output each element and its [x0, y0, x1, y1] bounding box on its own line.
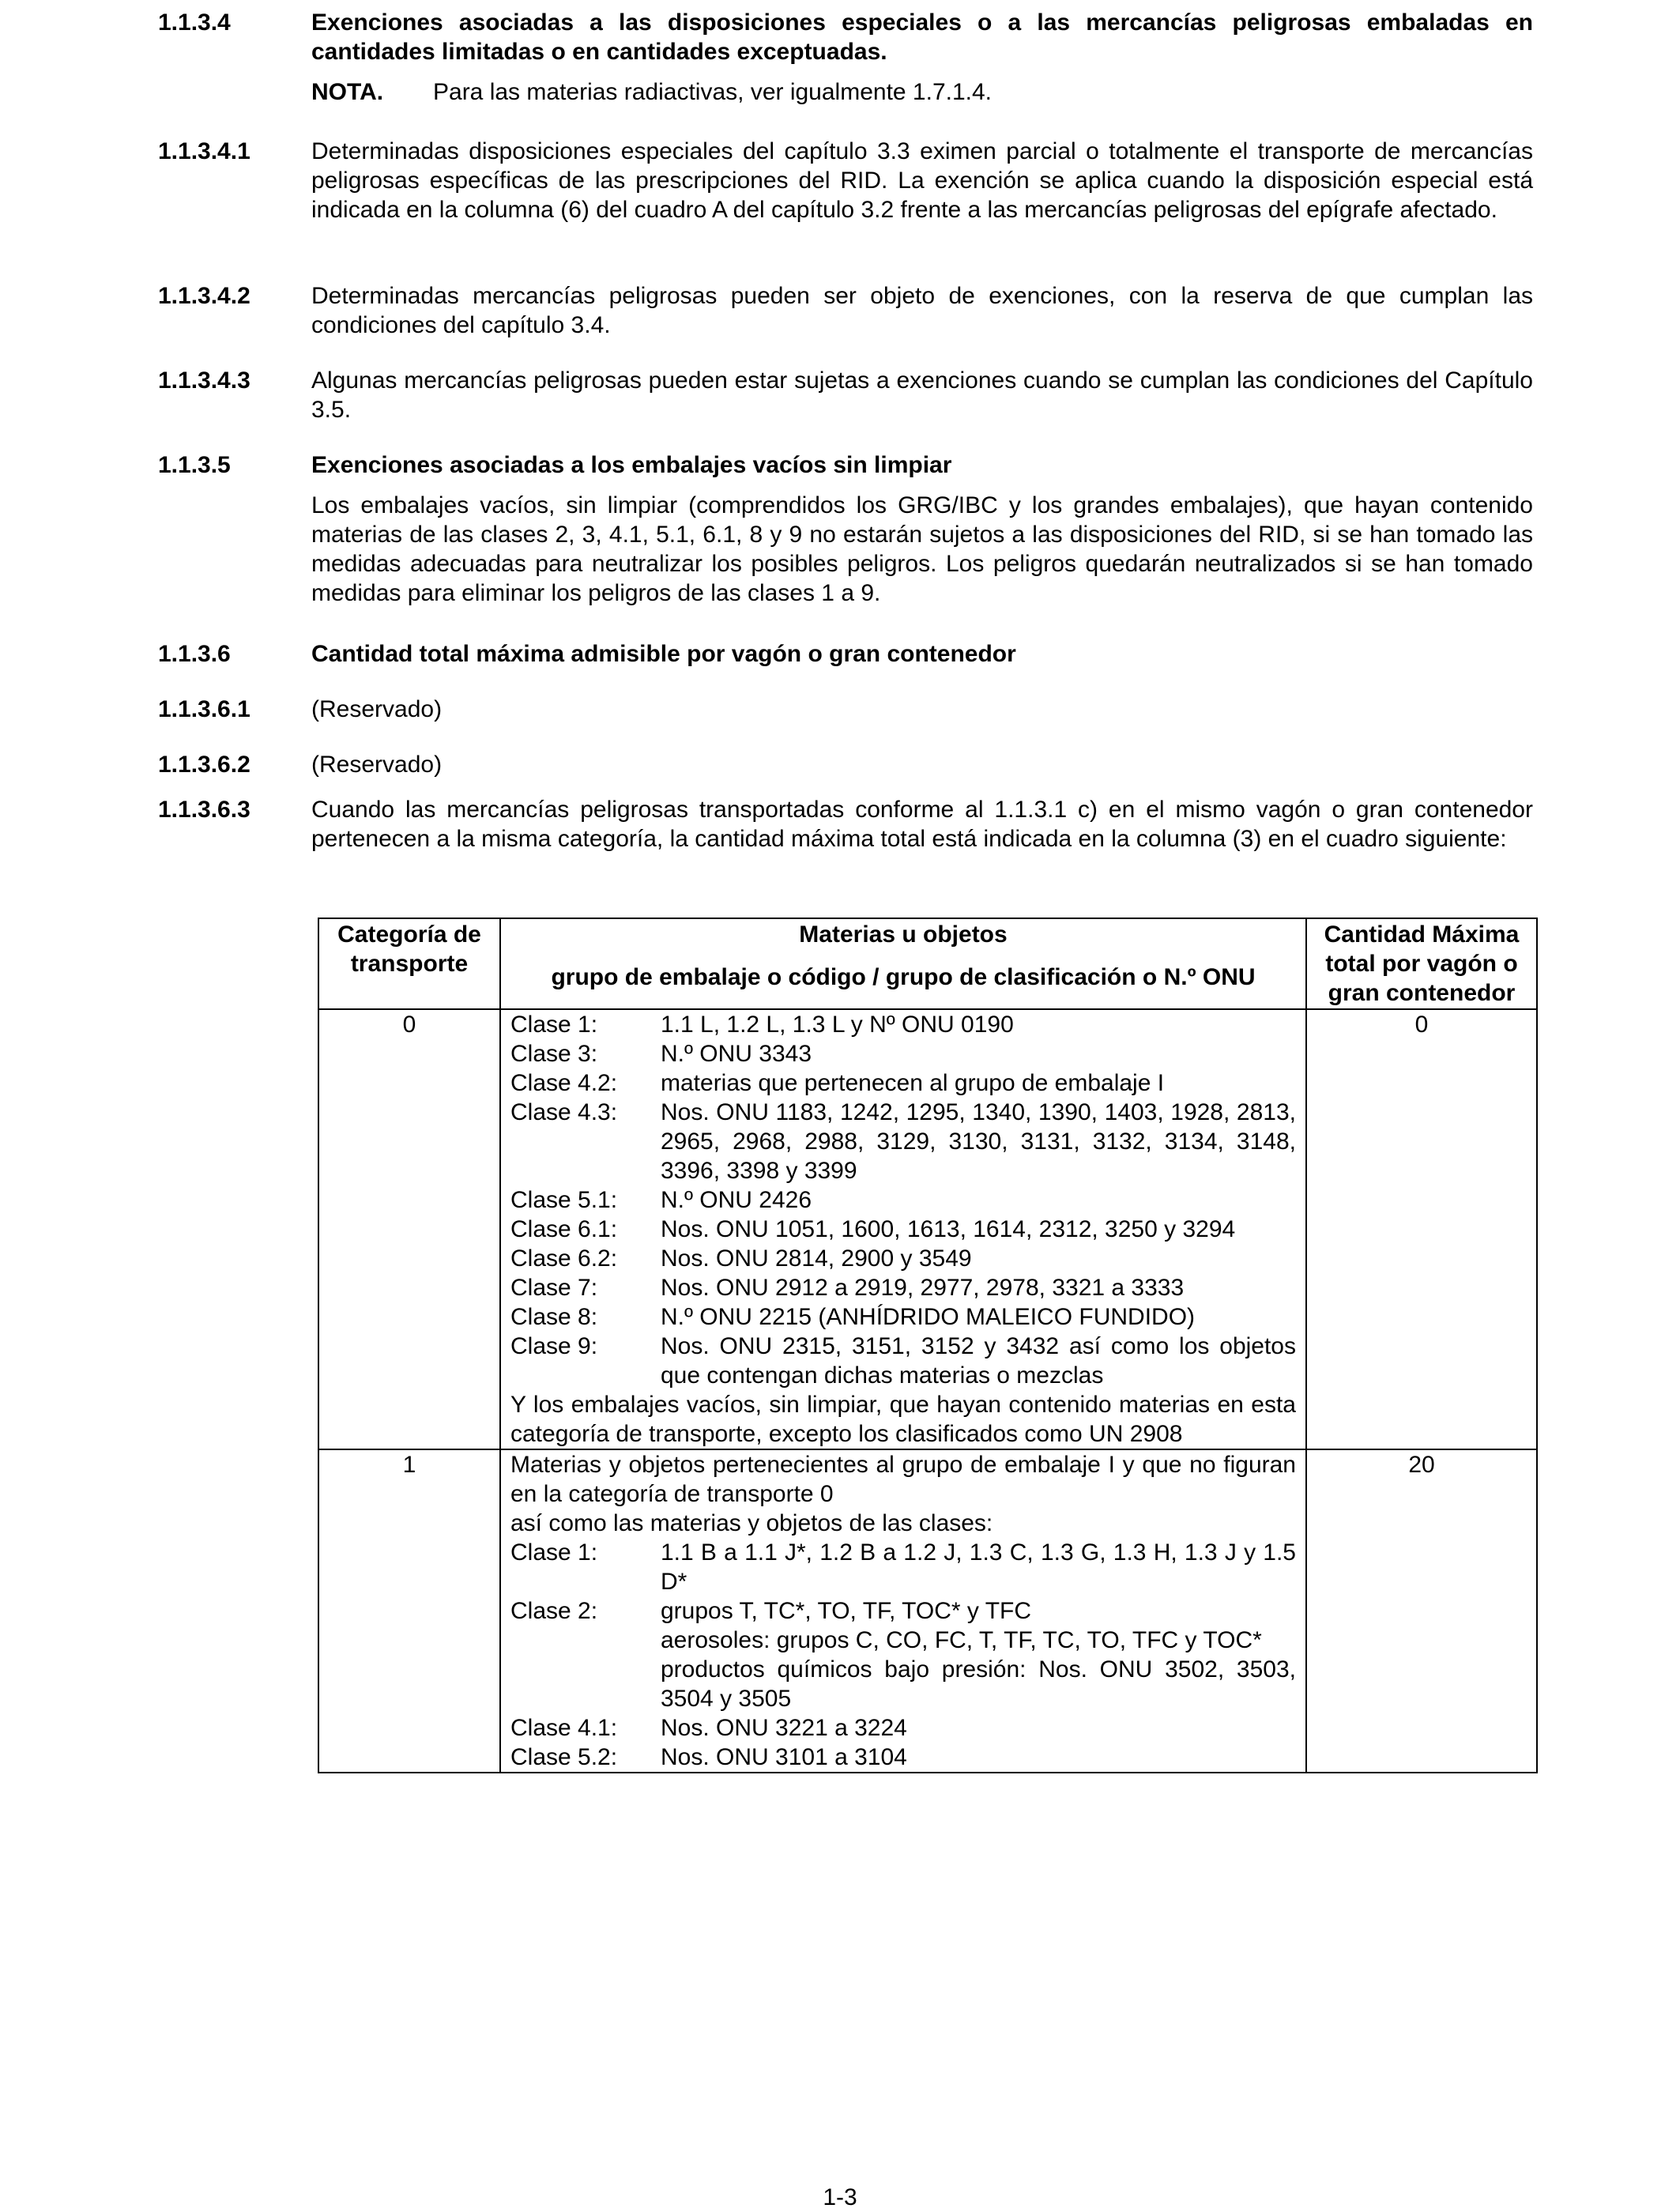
class-text-continued: productos químicos bajo presión: Nos. ONU 3502, 3503, 3504 y 3505 — [661, 1656, 1296, 1712]
class-label: Clase 7: — [510, 1275, 598, 1301]
class-text: Nos. ONU 1183, 1242, 1295, 1340, 1390, 1403, 1928, 2813, 2965, 2968, 2988, 3129, 3130, 3131, 3132, 3134, 3148, 3396, 3398 y 3399 — [661, 1099, 1296, 1184]
class-text: Nos. ONU 3221 a 3224 — [661, 1715, 907, 1741]
class-label: Clase 8: — [510, 1304, 598, 1330]
class-line — [510, 1538, 1296, 1596]
section-1-1-3-4-2 — [158, 281, 1533, 340]
class-line — [510, 1273, 1296, 1302]
class-label: Clase 3: — [510, 1041, 598, 1067]
class-line — [510, 1010, 1296, 1039]
section-number: 1.1.3.6.3 — [158, 797, 250, 823]
class-line — [510, 1332, 1296, 1390]
page-number: 1-3 — [823, 2184, 857, 2210]
class-list — [510, 1010, 1296, 1390]
class-text: N.º ONU 3343 — [661, 1041, 812, 1067]
header-max-quantity: Cantidad Máxima total por vagón o gran contenedor — [1306, 918, 1537, 1009]
class-label: Clase 4.3: — [510, 1099, 618, 1125]
header-materials — [500, 918, 1306, 1009]
section-1-1-3-4 — [158, 8, 1533, 107]
class-label: Clase 5.2: — [510, 1744, 618, 1770]
section-1-1-3-6-2 — [158, 750, 1533, 779]
class-text: Nos. ONU 3101 a 3104 — [661, 1744, 907, 1770]
class-label: Clase 2: — [510, 1598, 598, 1624]
class-line — [510, 1185, 1296, 1215]
class-line — [510, 1713, 1296, 1743]
class-text: N.º ONU 2215 (ANHÍDRIDO MALEICO FUNDIDO) — [661, 1304, 1196, 1330]
class-text: grupos T, TC*, TO, TF, TOC* y TFC — [661, 1598, 1032, 1624]
class-line — [510, 1039, 1296, 1068]
class-label: Clase 4.2: — [510, 1070, 618, 1096]
transport-category-table — [318, 918, 1538, 1773]
section-heading: Exenciones asociadas a los embalajes vacíos sin limpiar — [311, 452, 952, 478]
class-line — [510, 1244, 1296, 1273]
class-line — [510, 1743, 1296, 1772]
class-text: Nos. ONU 1051, 1600, 1613, 1614, 2312, 3250 y 3294 — [661, 1216, 1236, 1242]
header-materials-title: Materias u objetos — [799, 921, 1008, 948]
class-text: Nos. ONU 2912 a 2919, 2977, 2978, 3321 a 3333 — [661, 1275, 1185, 1301]
note — [311, 77, 1533, 107]
section-number: 1.1.3.6 — [158, 641, 231, 667]
section-number: 1.1.3.4 — [158, 9, 231, 36]
class-label: Clase 1: — [510, 1012, 598, 1038]
section-1-1-3-5 — [158, 450, 1533, 608]
note-label: NOTA. — [311, 79, 384, 105]
row-intro-2: así como las materias y objetos de las clases: — [510, 1510, 993, 1536]
class-label: Clase 6.2: — [510, 1245, 618, 1272]
class-label: Clase 4.1: — [510, 1715, 618, 1741]
class-line — [510, 1302, 1296, 1332]
section-paragraph: Los embalajes vacíos, sin limpiar (comprendidos los GRG/IBC y los grandes embalajes), que hayan contenido materias de las clases 2, 3, 4.1, 5.1, 6.1, 8 y 9 no estarán sujetos a las disposiciones del RID, si se han tomado las medidas adecuadas para neutralizar los posibles peligros. Los peligros quedarán neutralizados si se han tomado medidas para eliminar los peligros de las clases 1 a 9. — [311, 492, 1533, 606]
class-label: Clase 6.1: — [510, 1216, 618, 1242]
section-number: 1.1.3.4.1 — [158, 138, 250, 164]
class-label: Clase 9: — [510, 1333, 598, 1359]
table-row — [318, 1009, 1537, 1449]
class-line — [510, 1068, 1296, 1098]
section-1-1-3-6-1 — [158, 695, 1533, 724]
note-text: Para las materias radiactivas, ver igualmente 1.7.1.4. — [433, 79, 993, 105]
section-number: 1.1.3.4.3 — [158, 367, 250, 394]
section-text: (Reservado) — [311, 752, 443, 778]
category-cell: 1 — [318, 1449, 500, 1773]
class-text: Nos. ONU 2315, 3151, 3152 y 3432 así como los objetos que contengan dichas materias o mezclas — [661, 1333, 1296, 1389]
table-row — [318, 1449, 1537, 1773]
materials-cell — [500, 1009, 1306, 1449]
header-materials-subtitle: grupo de embalaje o código / grupo de clasificación o N.º ONU — [551, 964, 1256, 990]
section-number: 1.1.3.6.2 — [158, 752, 250, 778]
section-text: Cuando las mercancías peligrosas transportadas conforme al 1.1.3.1 c) en el mismo vagón o gran contenedor pertenecen a la misma categoría, la cantidad máxima total está indicada en la columna (3) en el cuadro siguiente: — [311, 797, 1533, 852]
section-heading: Cantidad total máxima admisible por vagón o gran contenedor — [311, 641, 1016, 667]
materials-cell — [500, 1449, 1306, 1773]
class-text: Nos. ONU 2814, 2900 y 3549 — [661, 1245, 972, 1272]
section-number: 1.1.3.6.1 — [158, 696, 250, 722]
class-line — [510, 1596, 1296, 1626]
section-text: (Reservado) — [311, 696, 443, 722]
section-1-1-3-4-3 — [158, 366, 1533, 424]
section-1-1-3-4-1 — [158, 137, 1533, 224]
class-line — [510, 1098, 1296, 1185]
class-text-continued: aerosoles: grupos C, CO, FC, T, TF, TC, TO, TFC y TOC* — [661, 1627, 1262, 1653]
row-note: Y los embalajes vacíos, sin limpiar, que hayan contenido materias en esta categoría de transporte, excepto los clasificados como UN 2908 — [510, 1392, 1296, 1447]
section-text: Determinadas disposiciones especiales del capítulo 3.3 eximen parcial o totalmente el transporte de mercancías peligrosas específicas de las prescripciones del RID. La exención se aplica cuando la disposición especial está indicada en la columna (6) del cuadro A del capítulo 3.2 frente a las mercancías peligrosas del epígrafe afectado. — [311, 138, 1533, 223]
section-number: 1.1.3.5 — [158, 452, 231, 478]
header-transport-category: Categoría de transporte — [318, 918, 500, 1009]
section-1-1-3-6-3 — [158, 795, 1533, 854]
quantity-cell: 0 — [1306, 1009, 1537, 1449]
row-intro: Materias y objetos pertenecientes al grupo de embalaje I y que no figuran en la categoría de transporte 0 — [510, 1452, 1296, 1507]
class-text: materias que pertenecen al grupo de embalaje I — [661, 1070, 1165, 1096]
category-cell: 0 — [318, 1009, 500, 1449]
section-text: Determinadas mercancías peligrosas pueden ser objeto de exenciones, con la reserva de que cumplan las condiciones del capítulo 3.4. — [311, 283, 1533, 338]
class-line — [510, 1215, 1296, 1244]
class-text: N.º ONU 2426 — [661, 1187, 812, 1213]
table-header-row — [318, 918, 1537, 1009]
class-text: 1.1 L, 1.2 L, 1.3 L y Nº ONU 0190 — [661, 1012, 1014, 1038]
class-label: Clase 1: — [510, 1539, 598, 1566]
quantity-cell: 20 — [1306, 1449, 1537, 1773]
section-number: 1.1.3.4.2 — [158, 283, 250, 309]
section-text: Algunas mercancías peligrosas pueden estar sujetas a exenciones cuando se cumplan las condiciones del Capítulo 3.5. — [311, 367, 1533, 423]
section-1-1-3-6 — [158, 639, 1533, 669]
class-text: 1.1 B a 1.1 J*, 1.2 B a 1.2 J, 1.3 C, 1.3 G, 1.3 H, 1.3 J y 1.5 D* — [661, 1539, 1296, 1595]
section-heading: Exenciones asociadas a las disposiciones especiales o a las mercancías peligrosas embaladas en cantidades limitadas o en cantidades exceptuadas. — [311, 9, 1533, 65]
class-label: Clase 5.1: — [510, 1187, 618, 1213]
